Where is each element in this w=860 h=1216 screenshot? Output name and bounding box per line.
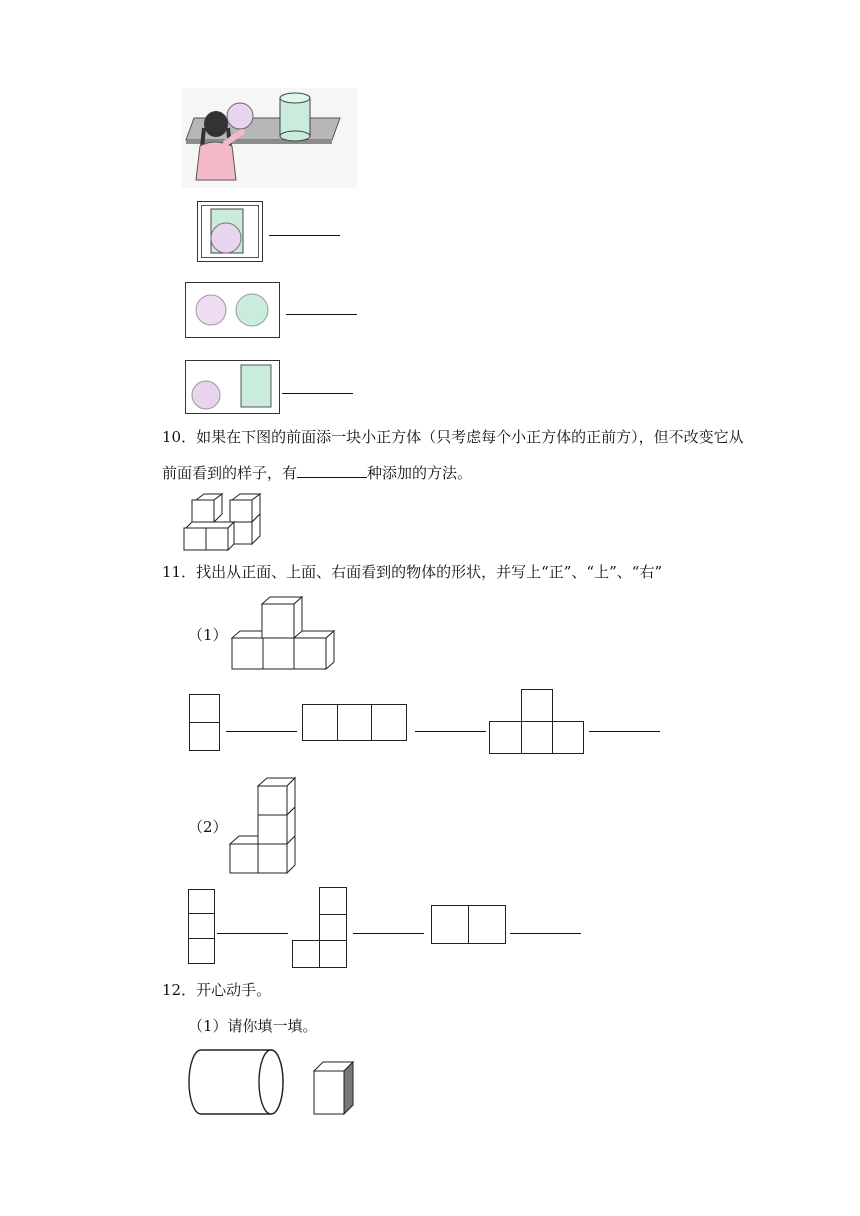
q10-line1 [162,427,744,447]
q10-number: 10． [162,428,197,446]
view-ball-and-rectangle [185,360,280,414]
answer-blank-view-3[interactable] [282,393,353,394]
q10-text-after: 种添加的方法。 [367,464,473,482]
q11-p1-view-three-row [302,704,408,742]
q12-title [162,980,271,1000]
answer-blank-view-2[interactable] [286,314,357,315]
q11-part1-label: （1） [188,626,228,644]
q10-text-line1: 如果在下图的前面添一块小正方体（只考虑每个小正方体的正前方），但不改变它从 [196,428,744,446]
q12-number: 12． [162,981,197,999]
answer-blank-view-1[interactable] [269,235,340,236]
view-ball-in-front-of-cylinder [197,201,263,262]
q12-cylinder-figure [189,1048,285,1116]
q10-answer-blank[interactable] [297,463,367,478]
q11-p1-answer-blank-1[interactable] [226,731,297,732]
q11-p2-view-l-shape [292,887,348,969]
q10-text-before: 前面看到的样子，有 [162,464,298,482]
q11-p1-answer-blank-2[interactable] [415,731,486,732]
q11-p2-answer-blank-3[interactable] [510,933,581,934]
q11-p2-view-three-stacked [188,889,216,965]
q12-text: 开心动手。 [196,981,272,999]
q11-part1-cube-figure [230,596,338,670]
q10-cube-figure [184,492,262,552]
q11-p2-answer-blank-2[interactable] [353,933,424,934]
q11-p2-answer-blank-1[interactable] [217,933,288,934]
q12-sub1: （1）请你填一填。 [188,1017,318,1035]
view-ball-and-circle [185,282,280,338]
q11-p1-view-t-shape [489,689,585,755]
q11-number: 11． [162,563,197,581]
q11-title [162,562,662,582]
q11-text: 找出从正面、上面、右面看到的物体的形状，并写上“正”、“上”、“右” [196,563,663,581]
q11-p2-view-two-row [431,905,507,945]
q11-p1-answer-blank-3[interactable] [589,731,660,732]
q10-line2 [162,463,472,483]
q11-part2-cube-figure [229,776,299,874]
scene-girl-ball-cylinder [182,88,357,188]
q12-cuboid-figure [313,1060,355,1116]
q11-part2-label: （2） [188,818,228,836]
q11-p1-view-two-stacked [189,694,221,752]
